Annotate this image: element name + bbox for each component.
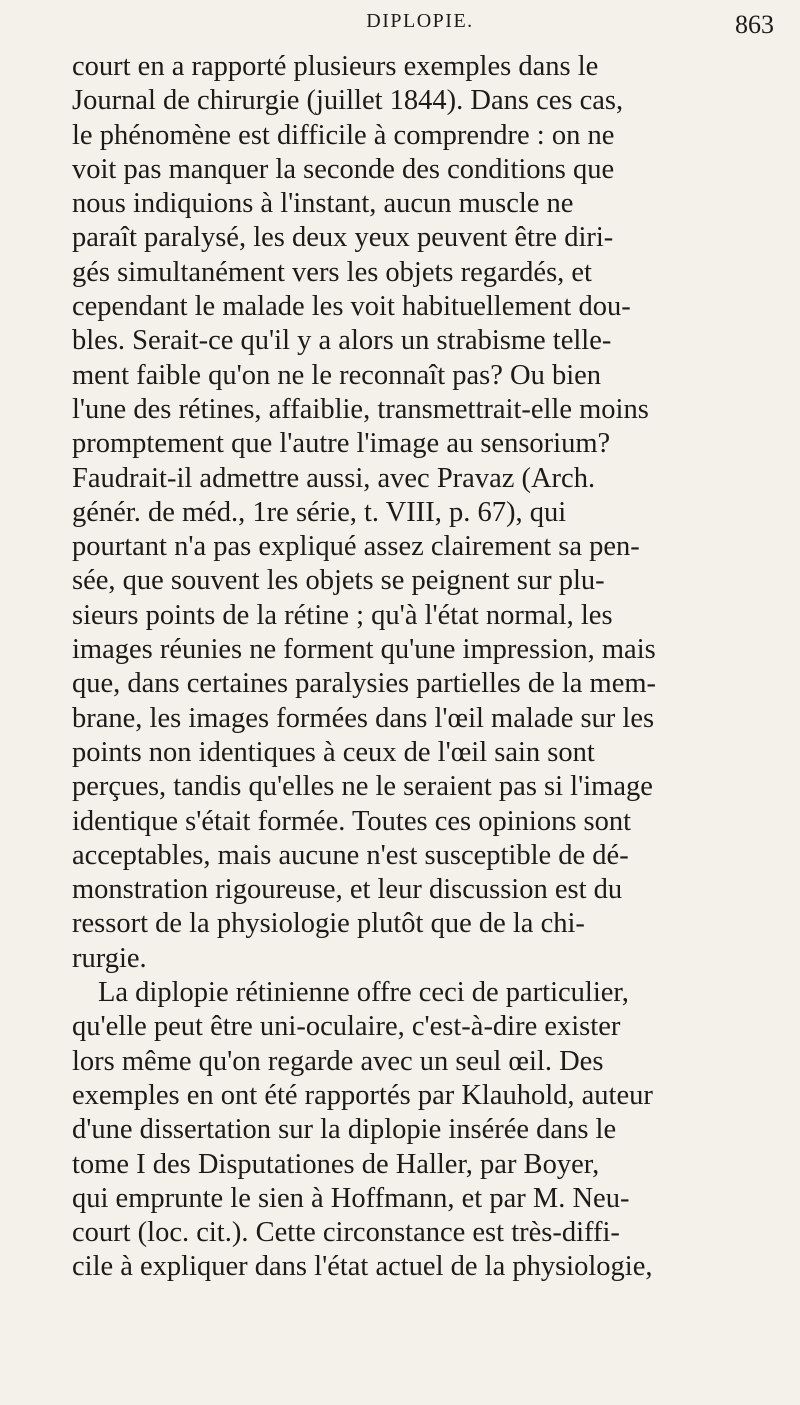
- text-line: bles. Serait-ce qu'il y a alors un strabisme telle-: [72, 325, 612, 357]
- text-line: qu'elle peut être uni-oculaire, c'est-à-dire exister: [72, 1011, 621, 1043]
- text-line: perçues, tandis qu'elles ne le seraient pas si l'image: [72, 771, 653, 803]
- text-line: court (loc. cit.). Cette circonstance est très-diffi-: [72, 1217, 620, 1249]
- text-line: rurgie.: [72, 942, 147, 974]
- text-line: ressort de la physiologie plutôt que de la chi-: [72, 908, 585, 940]
- running-head: [0, 10, 800, 46]
- text-line: brane, les images formées dans l'œil malade sur les: [72, 702, 655, 734]
- text-line: Journal de chirurgie (juillet 1844). Dans ces cas,: [72, 85, 624, 117]
- text-line: court en a rapporté plusieurs exemples dans le: [72, 51, 599, 82]
- text-line: promptement que l'autre l'image au sensorium?: [72, 428, 611, 460]
- text-line: que, dans certaines paralysies partielles de la mem-: [72, 668, 657, 700]
- text-line: sée, que souvent les objets se peignent sur plu-: [72, 565, 605, 597]
- text-line: cile à expliquer dans l'état actuel de la physiologie,: [72, 1251, 653, 1283]
- text-line: images réunies ne forment qu'une impression, mais: [72, 634, 656, 666]
- text-line: lors même qu'on regarde avec un seul œil. Des: [72, 1045, 604, 1077]
- text-line: voit pas manquer la seconde des conditions que: [72, 153, 615, 185]
- body-text: [72, 50, 778, 1285]
- text-line: exemples en ont été rapportés par Klauhold, auteur: [72, 1079, 653, 1111]
- text-line: tome I des Disputationes de Haller, par Boyer,: [72, 1148, 600, 1180]
- text-line: ment faible qu'on ne le reconnaît pas? Ou bien: [72, 359, 602, 391]
- text-line: sieurs points de la rétine ; qu'à l'état normal, les: [72, 599, 613, 631]
- text-line: La diplopie rétinienne offre ceci de particulier,: [98, 977, 629, 1009]
- text-line: l'une des rétines, affaiblie, transmettrait-elle moins: [72, 393, 649, 425]
- text-line: identique s'était formée. Toutes ces opinions sont: [72, 805, 632, 837]
- text-line: acceptables, mais aucune n'est susceptible de dé-: [72, 839, 629, 871]
- text-line: cependant le malade les voit habituellement dou-: [72, 291, 631, 323]
- page-number: 863: [735, 10, 774, 39]
- text-line: monstration rigoureuse, et leur discussion est du: [72, 874, 623, 906]
- text-line: Faudrait-il admettre aussi, avec Pravaz (Arch.: [72, 462, 596, 494]
- text-line: nous indiquions à l'instant, aucun muscle ne: [72, 188, 574, 220]
- running-title: DIPLOPIE.: [366, 10, 474, 32]
- text-line: d'une dissertation sur la diplopie insérée dans le: [72, 1114, 617, 1146]
- text-line: paraît paralysé, les deux yeux peuvent être diri-: [72, 222, 614, 254]
- text-line: génér. de méd., 1re série, t. VIII, p. 67), qui: [72, 496, 567, 528]
- text-line: pourtant n'a pas expliqué assez clairement sa pen-: [72, 531, 640, 563]
- text-line: gés simultanément vers les objets regardés, et: [72, 256, 592, 288]
- text-line: le phénomène est difficile à comprendre : on ne: [72, 119, 615, 151]
- text-line: qui emprunte le sien à Hoffmann, et par M. Neu-: [72, 1182, 630, 1214]
- text-line: points non identiques à ceux de l'œil sain sont: [72, 736, 595, 768]
